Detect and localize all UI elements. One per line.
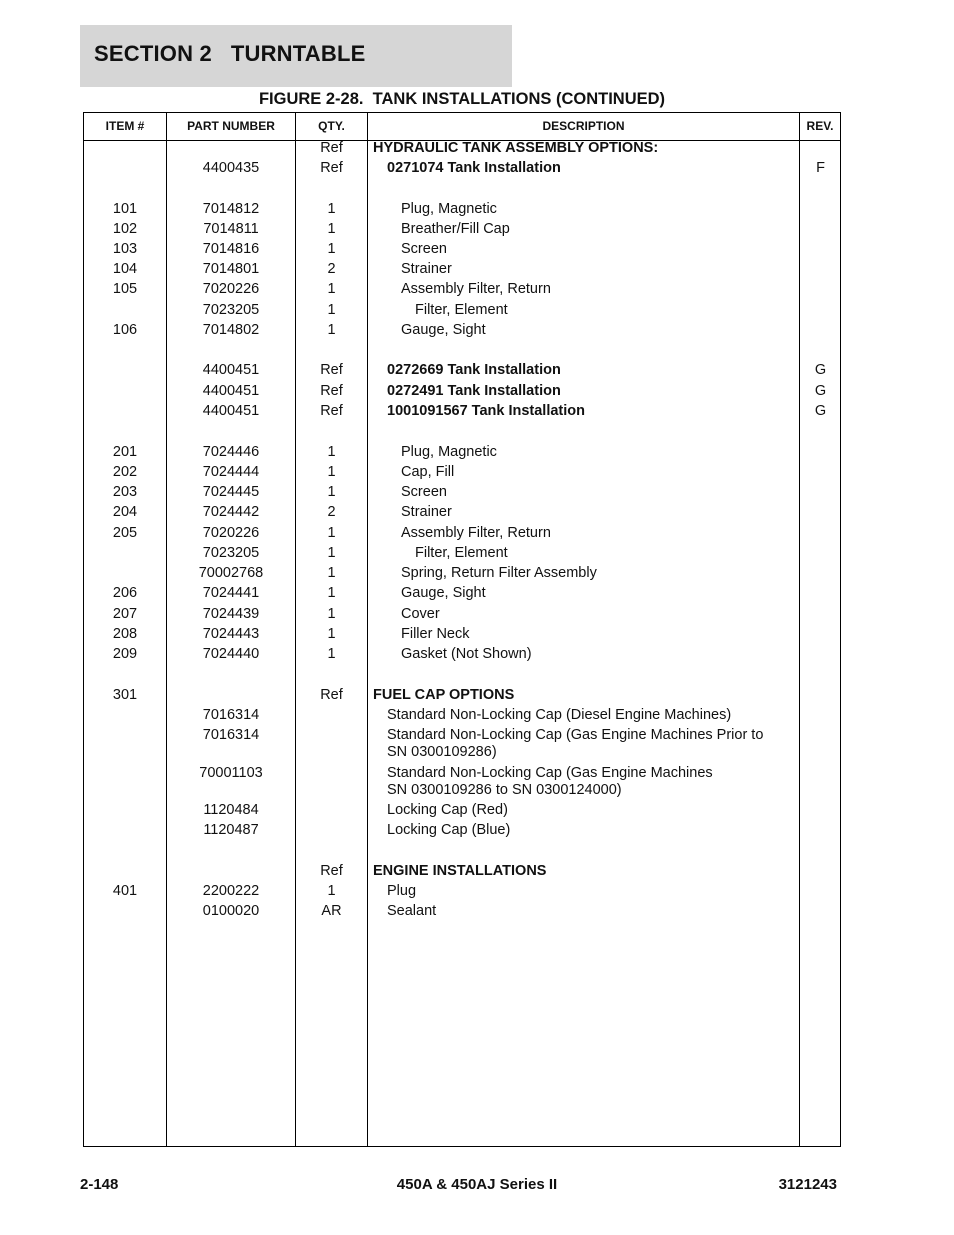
part-number-cell: 7024446	[202, 444, 260, 460]
revision-cell: F	[816, 160, 825, 176]
column-header-qty: QTY.	[318, 119, 345, 133]
part-number-cell: 7024441	[202, 585, 260, 601]
quantity-cell: 1	[327, 322, 336, 338]
column-header-description: DESCRIPTION	[542, 119, 625, 133]
quantity-cell: 1	[327, 883, 336, 899]
part-number-cell: 70001103	[199, 765, 263, 781]
description-cell: Plug	[387, 883, 417, 899]
part-number-cell: 7024442	[202, 504, 260, 520]
part-number-cell: 7014802	[202, 322, 260, 338]
quantity-cell: 1	[327, 241, 336, 257]
revision-cell: G	[814, 362, 827, 378]
description-cell: Assembly Filter, Return	[401, 281, 551, 297]
quantity-cell: 1	[327, 646, 336, 662]
figure-title: FIGURE 2-28. TANK INSTALLATIONS (CONTINUED)	[258, 90, 666, 108]
quantity-cell: 1	[327, 545, 336, 561]
description-cell: Strainer	[401, 261, 452, 277]
quantity-cell: Ref	[320, 140, 343, 156]
section-title: SECTION 2 TURNTABLE	[94, 41, 366, 66]
part-number-cell: 7020226	[202, 525, 260, 541]
description-cell: Gauge, Sight	[401, 322, 486, 338]
quantity-cell: Ref	[320, 863, 343, 879]
description-cell: Strainer	[401, 504, 452, 520]
part-number-cell: 7016314	[202, 707, 260, 723]
quantity-cell: 1	[327, 201, 336, 217]
quantity-cell: 1	[327, 464, 336, 480]
part-number-cell: 7020226	[202, 281, 260, 297]
column-header-part-number: PART NUMBER	[187, 119, 275, 133]
description-cell: Plug, Magnetic	[401, 444, 497, 460]
quantity-cell: 1	[327, 565, 336, 581]
description-cell: HYDRAULIC TANK ASSEMBLY OPTIONS:	[373, 140, 659, 156]
quantity-cell: 1	[327, 281, 336, 297]
part-number-cell: 70002768	[198, 565, 264, 581]
description-cell: Screen	[401, 484, 447, 500]
quantity-cell: 1	[327, 606, 336, 622]
column-divider	[367, 113, 368, 1146]
description-cell: 0272491 Tank Installation	[387, 383, 561, 399]
description-cell: Cap, Fill	[401, 464, 455, 480]
item-number-cell: 207	[112, 606, 138, 622]
item-number-cell: 202	[112, 464, 138, 480]
description-cell: FUEL CAP OPTIONS	[373, 687, 515, 703]
item-number-cell: 104	[112, 261, 138, 277]
section-header-band	[80, 25, 512, 87]
description-cell: Cover	[401, 606, 440, 622]
part-number-cell: 1120484	[203, 802, 259, 818]
description-cell: ENGINE INSTALLATIONS	[373, 863, 547, 879]
description-cell: Sealant	[387, 903, 437, 919]
quantity-cell: Ref	[320, 383, 343, 399]
description-cell: 1001091567 Tank Installation	[387, 403, 586, 419]
part-number-cell: 7014812	[202, 201, 260, 217]
model-name: 450A & 450AJ Series II	[396, 1176, 558, 1193]
item-number-cell: 301	[112, 687, 138, 703]
description-cell: 0272669 Tank Installation	[387, 362, 561, 378]
item-number-cell: 103	[112, 241, 138, 257]
description-cell: Gauge, Sight	[401, 585, 486, 601]
quantity-cell: 1	[327, 444, 336, 460]
part-number-cell: 7024440	[202, 646, 260, 662]
item-number-cell: 209	[112, 646, 138, 662]
quantity-cell: Ref	[320, 687, 343, 703]
document-number: 3121243	[778, 1176, 837, 1193]
column-divider	[799, 113, 800, 1146]
part-number-cell: 2200222	[202, 883, 260, 899]
part-number-cell: 7024439	[202, 606, 260, 622]
quantity-cell: 2	[327, 261, 336, 277]
part-number-cell: 7014816	[202, 241, 260, 257]
description-cell: Locking Cap (Red)	[387, 802, 508, 818]
item-number-cell: 201	[112, 444, 138, 460]
part-number-cell: 7023205	[202, 545, 260, 561]
part-number-cell: 1120487	[203, 822, 259, 838]
item-number-cell: 205	[112, 525, 138, 541]
quantity-cell: 1	[327, 525, 336, 541]
item-number-cell: 105	[112, 281, 138, 297]
quantity-cell: 1	[327, 585, 336, 601]
revision-cell: G	[814, 383, 827, 399]
part-number-cell: 7024443	[202, 626, 260, 642]
quantity-cell: 1	[327, 302, 336, 318]
description-cell: Locking Cap (Blue)	[387, 822, 511, 838]
quantity-cell: 2	[327, 504, 336, 520]
revision-cell: G	[814, 403, 827, 419]
item-number-cell: 401	[112, 883, 138, 899]
description-cell: Standard Non-Locking Cap (Diesel Engine Machines)	[387, 707, 732, 723]
description-cell: Standard Non-Locking Cap (Gas Engine Machines SN 0300109286 to SN 0300124000)	[387, 765, 713, 798]
part-number-cell: 7016314	[202, 727, 260, 743]
quantity-cell: Ref	[320, 160, 343, 176]
quantity-cell: AR	[321, 903, 342, 919]
part-number-cell: 4400435	[202, 160, 260, 176]
page-number: 2-148	[80, 1176, 119, 1193]
part-number-cell: 0100020	[202, 903, 260, 919]
part-number-cell: 7024445	[202, 484, 260, 500]
part-number-cell: 4400451	[202, 383, 260, 399]
item-number-cell: 203	[112, 484, 138, 500]
description-cell: Breather/Fill Cap	[401, 221, 510, 237]
item-number-cell: 204	[112, 504, 138, 520]
column-header-item: ITEM #	[105, 119, 145, 133]
parts-table	[83, 112, 841, 1147]
part-number-cell: 7014801	[202, 261, 260, 277]
description-cell: Filler Neck	[401, 626, 470, 642]
description-cell: Plug, Magnetic	[401, 201, 497, 217]
quantity-cell: 1	[327, 221, 336, 237]
description-cell: Filter, Element	[415, 302, 508, 318]
item-number-cell: 102	[112, 221, 138, 237]
part-number-cell: 7014811	[203, 221, 259, 237]
description-cell: Spring, Return Filter Assembly	[401, 565, 597, 581]
description-cell: Filter, Element	[415, 545, 508, 561]
description-cell: Assembly Filter, Return	[401, 525, 551, 541]
item-number-cell: 206	[112, 585, 138, 601]
column-header-rev: REV.	[806, 119, 834, 133]
quantity-cell: Ref	[320, 403, 343, 419]
item-number-cell: 208	[112, 626, 138, 642]
description-cell: Standard Non-Locking Cap (Gas Engine Machines Prior to SN 0300109286)	[387, 727, 764, 760]
item-number-cell: 101	[112, 201, 138, 217]
item-number-cell: 106	[112, 322, 138, 338]
part-number-cell: 4400451	[202, 362, 260, 378]
description-cell: Screen	[401, 241, 447, 257]
description-cell: 0271074 Tank Installation	[387, 160, 561, 176]
part-number-cell: 4400451	[202, 403, 260, 419]
quantity-cell: 1	[327, 484, 336, 500]
table-header-row	[84, 113, 840, 141]
quantity-cell: Ref	[320, 362, 343, 378]
description-cell: Gasket (Not Shown)	[401, 646, 532, 662]
part-number-cell: 7023205	[202, 302, 260, 318]
part-number-cell: 7024444	[202, 464, 260, 480]
quantity-cell: 1	[327, 626, 336, 642]
